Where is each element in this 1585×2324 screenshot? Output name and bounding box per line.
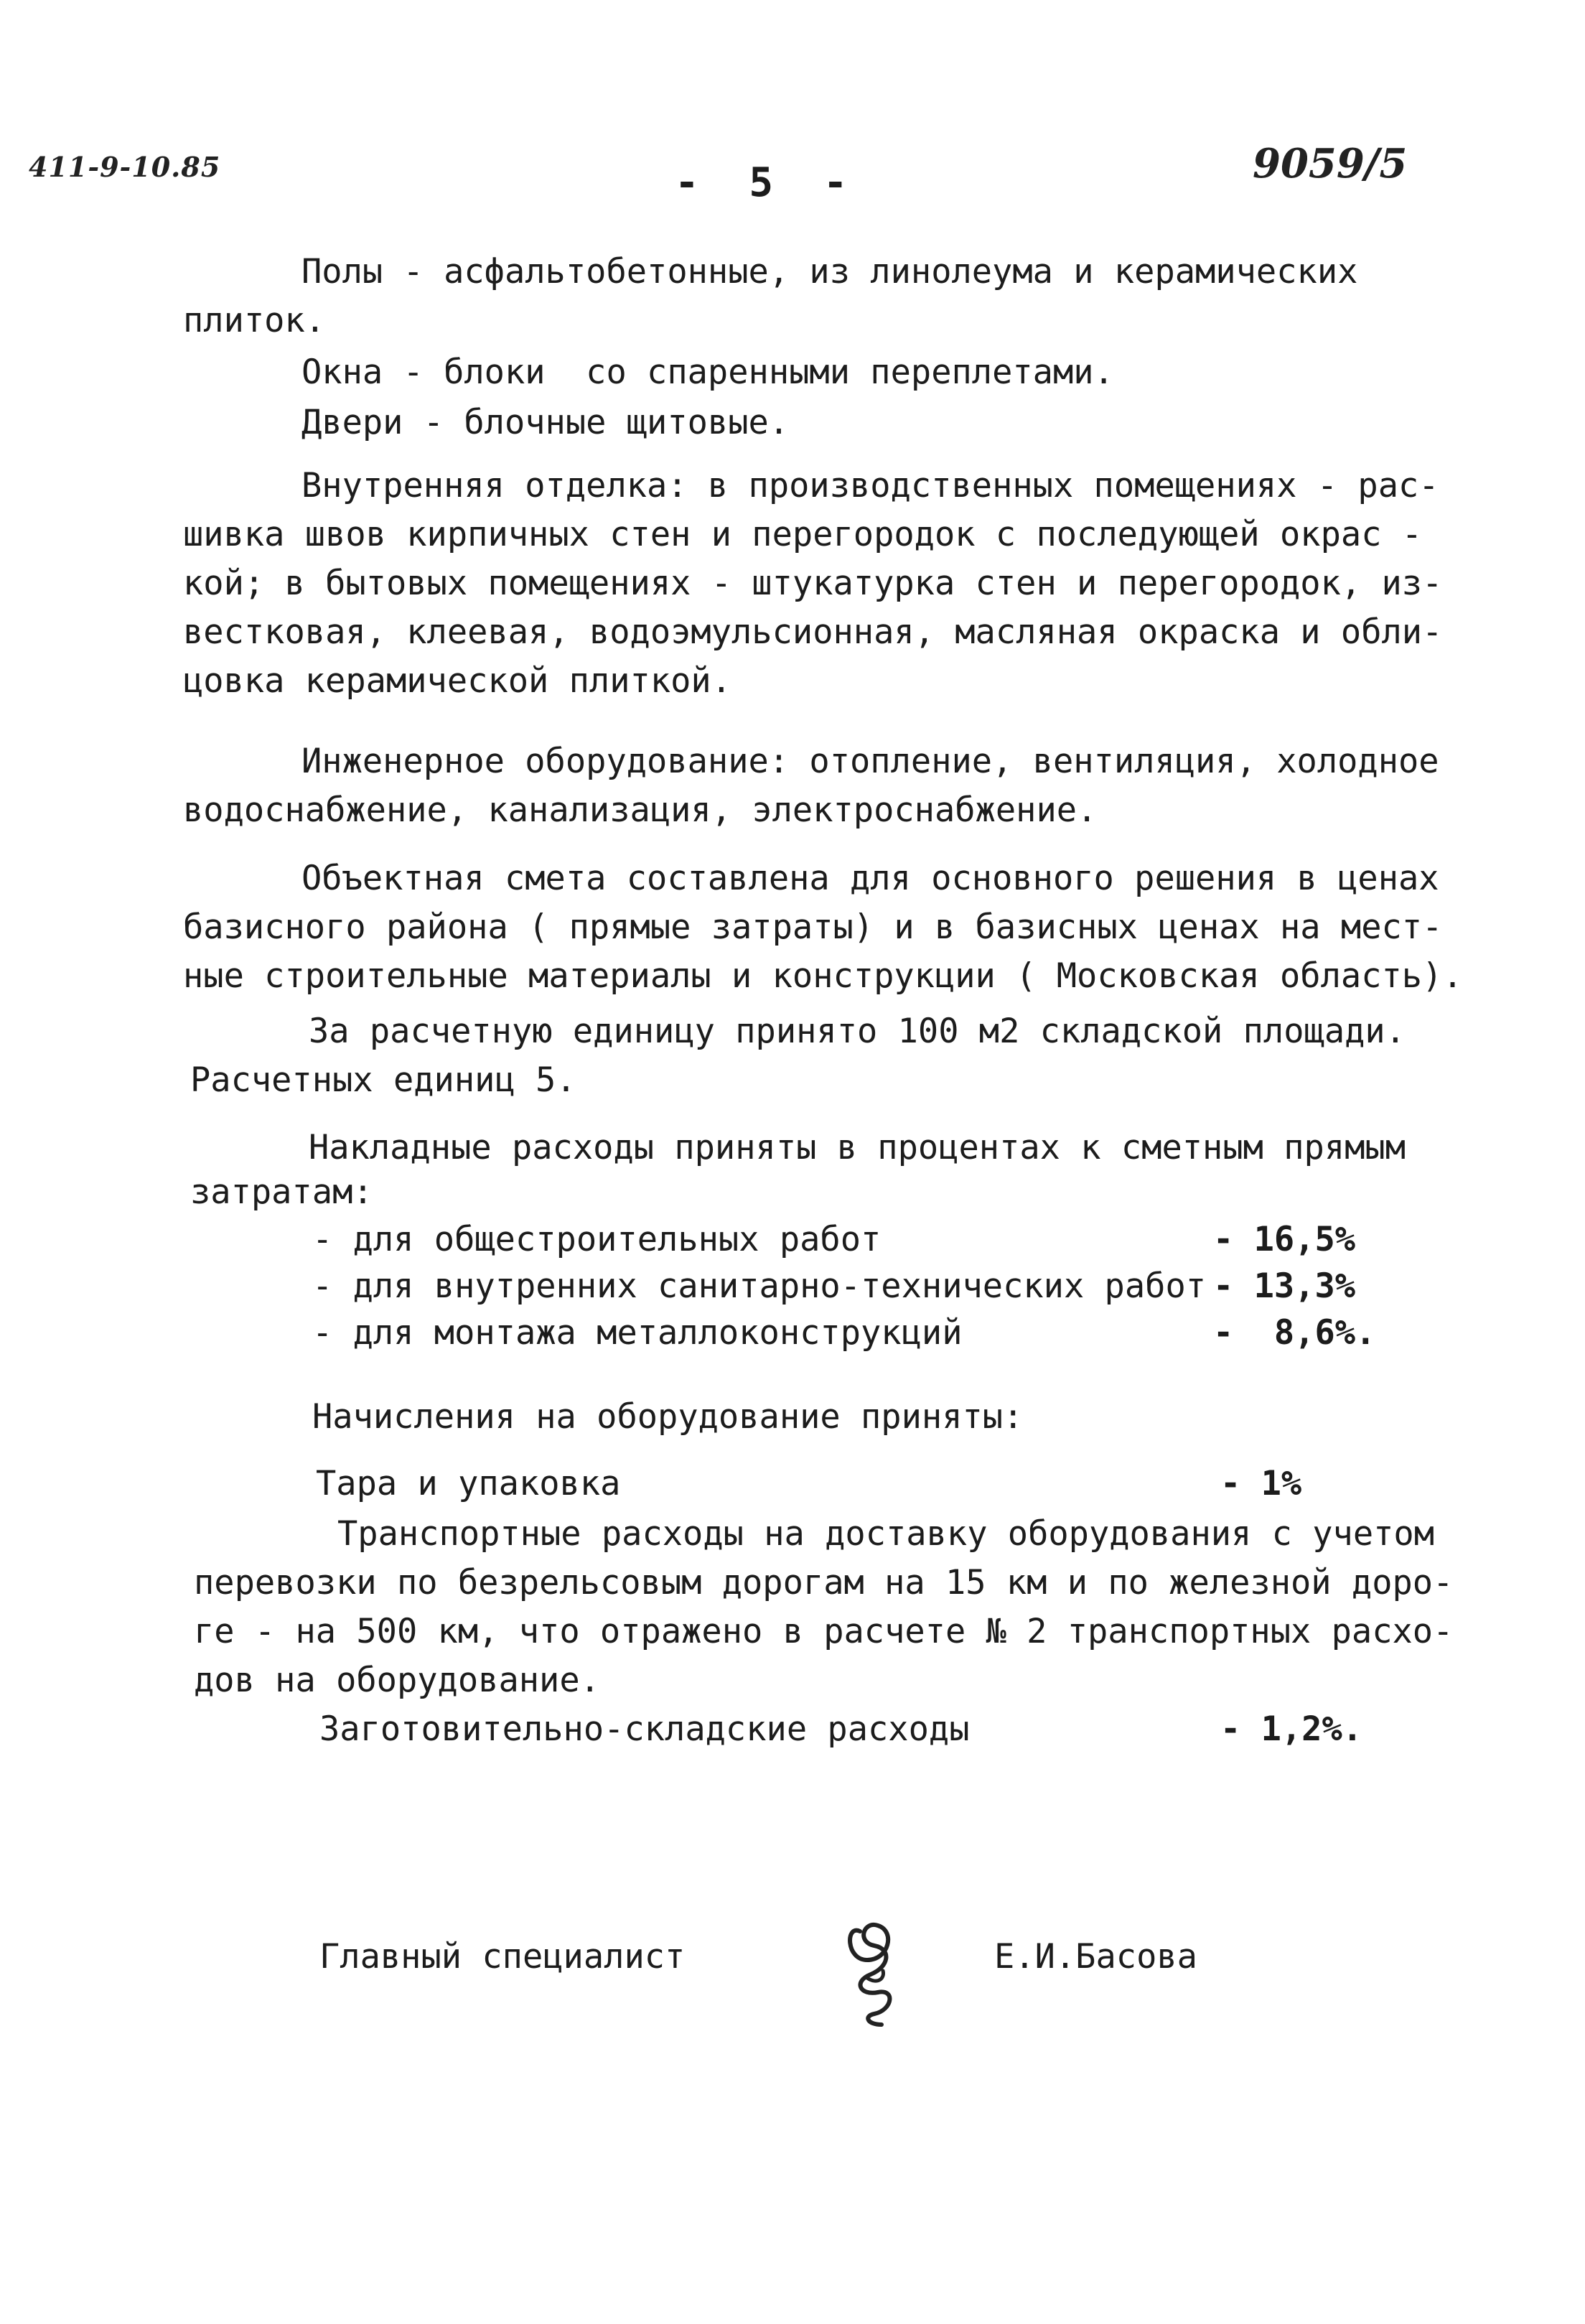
interior-line-4: вестковая, клеевая, водоэмульсионная, масляная окраска и обли- — [183, 612, 1443, 652]
estimate-line-1: Объектная смета составлена для основного решения в ценах — [301, 859, 1439, 898]
handwritten-signature — [838, 1910, 910, 2032]
signatory-name: Е.И.Басова — [994, 1937, 1197, 1977]
engineering-line-2: водоснабжение, канализация, электроснабжение. — [183, 790, 1098, 830]
doors-line: Двери - блочные щитовые. — [301, 403, 790, 442]
overhead-item-label: - для внутренних санитарно-технических работ — [312, 1266, 1207, 1306]
transport-line-1: Транспортные расходы на доставку оборудования с учетом — [337, 1514, 1435, 1554]
interior-line-2: шивка швов кирпичных стен и перегородок с последующей окрас - — [183, 515, 1423, 554]
transport-line-3: ге - на 500 км, что отражено в расчете № 2 транспортных расхо- — [194, 1612, 1454, 1651]
floors-line-1: Полы - асфальтобетонные, из линолеума и керамических — [301, 252, 1358, 291]
overhead-item-label: - для общестроительных работ — [312, 1220, 882, 1259]
signatory-title: Главный специалист — [319, 1937, 686, 1977]
overhead-item-value: - 8,6%. — [1213, 1313, 1376, 1353]
engineering-line-1: Инженерное оборудование: отопление, вентиляция, холодное — [301, 742, 1439, 781]
transport-line-2: перевозки по безрельсовым дорогам на 15 км и по железной доро- — [194, 1563, 1454, 1602]
overhead-item-value: - 16,5% — [1213, 1220, 1356, 1259]
storage-label: Заготовительно-складские расходы — [319, 1709, 970, 1749]
overhead-intro-line-1: Накладные расходы приняты в процентах к сметным прямым — [309, 1128, 1406, 1167]
estimate-line-2: базисного района ( прямые затраты) и в базисных ценах на мест- — [183, 907, 1443, 947]
overhead-intro-line-2: затратам: — [190, 1172, 373, 1212]
packaging-label: Тара и упаковка — [316, 1464, 621, 1503]
interior-line-3: кой; в бытовых помещениях - штукатурка стен и перегородок, из- — [183, 564, 1443, 603]
storage-value: - 1,2%. — [1220, 1709, 1363, 1749]
unit-line-2: Расчетных единиц 5. — [190, 1060, 576, 1100]
overhead-item-label: - для монтажа металлоконструкций — [312, 1313, 963, 1353]
interior-line-1: Внутренняя отделка: в производственных помещениях - рас- — [301, 466, 1439, 505]
windows-line: Окна - блоки со спаренными переплетами. — [301, 353, 1114, 392]
unit-line-1: За расчетную единицу принято 100 м2 складской площади. — [309, 1012, 1406, 1051]
page-number: - 5 - — [675, 159, 861, 206]
transport-line-4: дов на оборудование. — [194, 1661, 600, 1700]
estimate-line-3: ные строительные материалы и конструкции ( Московская область). — [183, 956, 1463, 996]
overhead-item-value: - 13,3% — [1213, 1266, 1356, 1306]
interior-line-5: цовка керамической плиткой. — [183, 661, 732, 701]
document-code-right: 9059/5 — [1253, 140, 1408, 187]
floors-line-2: плиток. — [183, 301, 326, 340]
packaging-value: - 1% — [1220, 1464, 1302, 1503]
document-code-left: 411-9-10.85 — [29, 151, 221, 183]
equipment-intro: Начисления на оборудование приняты: — [312, 1397, 1024, 1437]
